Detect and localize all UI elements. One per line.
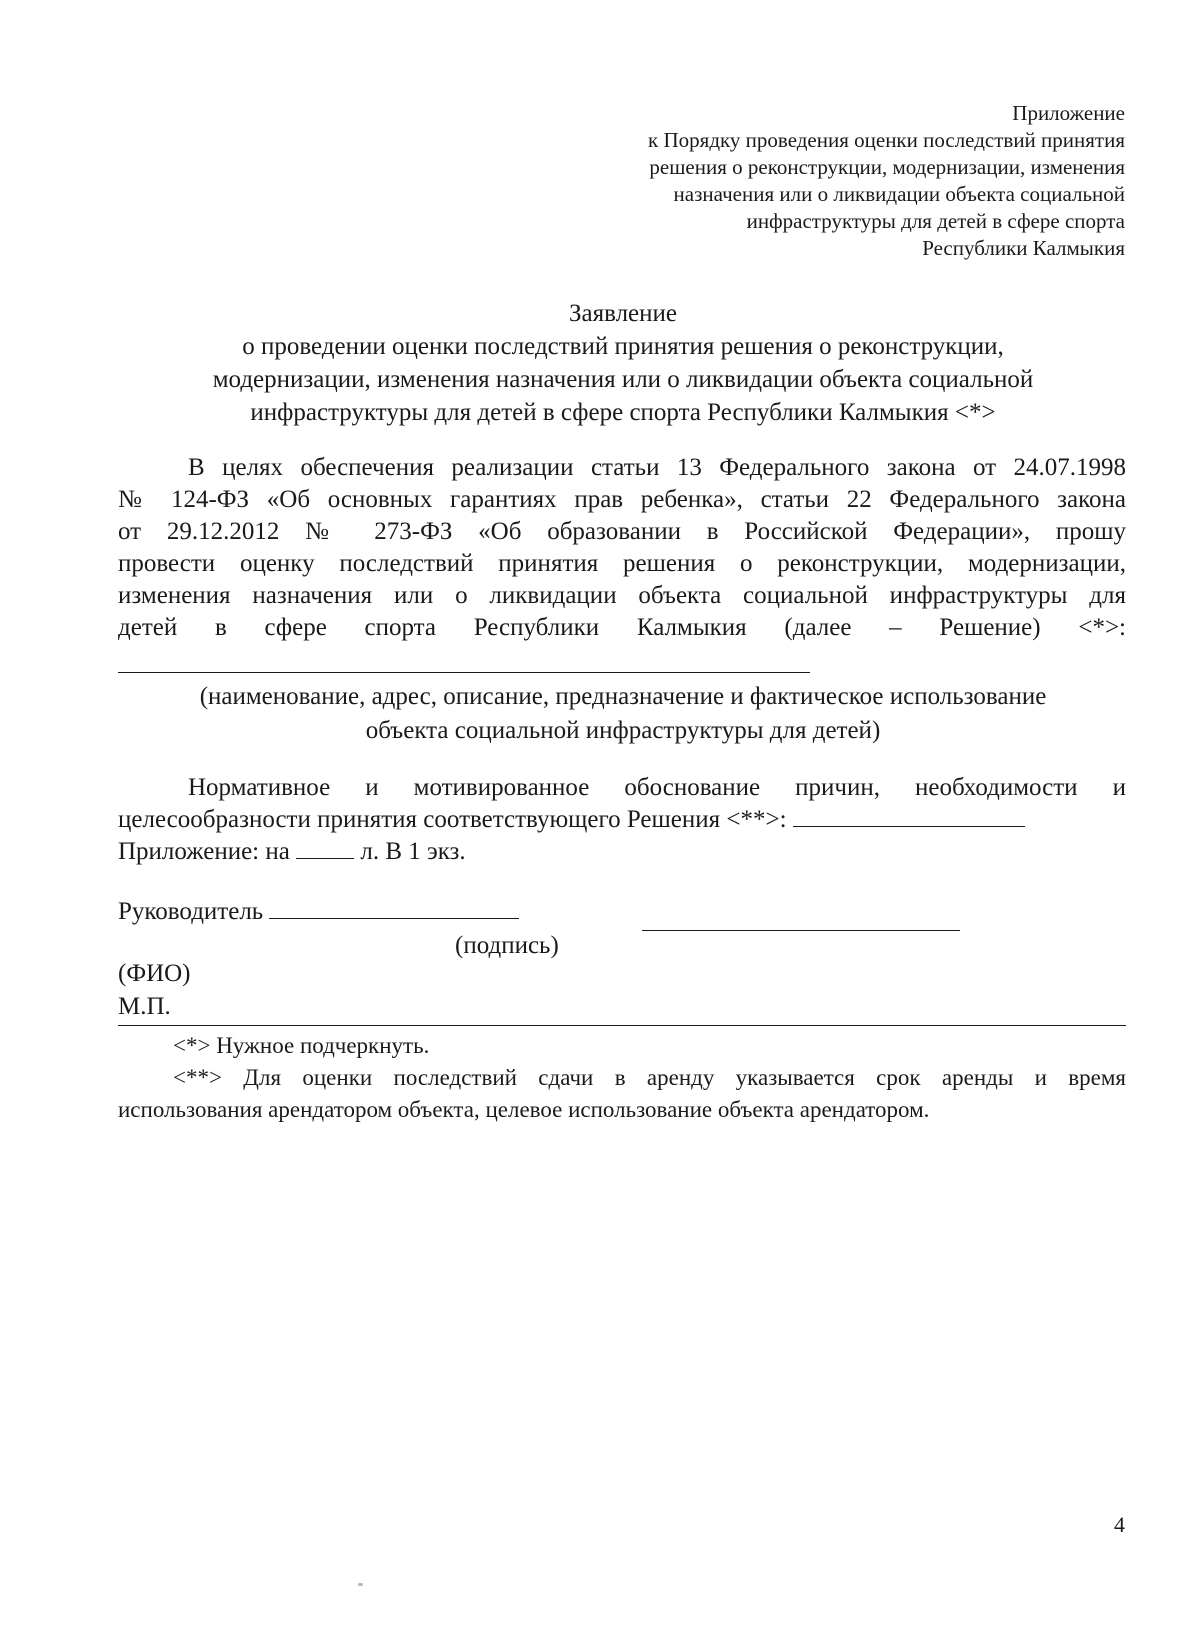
attachment-label: Приложение: на: [118, 838, 290, 865]
signature-caption: (подпись): [455, 932, 559, 959]
attachment-suffix: л. В 1 экз.: [360, 838, 466, 865]
title-line: о проведении оценки последствий принятия решения о реконструкции,: [242, 333, 1004, 360]
footnote-1: <*> Нужное подчеркнуть.: [173, 1033, 430, 1058]
paragraph-line: № 124-ФЗ «Об основных гарантиях прав ребенка», статьи 22 Федерального закона: [118, 486, 1126, 513]
request-paragraph: [118, 452, 1126, 644]
caption-line: (наименование, адрес, описание, предназначение и фактическое использование: [199, 683, 1047, 710]
attachment-line: [118, 836, 1126, 868]
appendix-line: Республики Калмыкия: [922, 236, 1125, 260]
appendix-line: инфраструктуры для детей в сфере спорта: [746, 209, 1125, 233]
signature-row: [118, 896, 519, 928]
caption-line: объекта социальной инфраструктуры для детей): [365, 717, 881, 744]
attachment-pages-field[interactable]: [296, 836, 354, 859]
footnote-divider: [118, 1025, 1126, 1026]
title-line: модернизации, изменения назначения или о ликвидации объекта социальной: [212, 366, 1034, 393]
paragraph-line: провести оценку последствий принятия решения о реконструкции, модернизации,: [118, 550, 1126, 577]
appendix-line: решения о реконструкции, модернизации, изменения: [649, 155, 1125, 179]
justification-section: [118, 772, 1126, 868]
footnote-2-line: использования арендатором объекта, целевое использование объекта арендатором.: [118, 1097, 930, 1122]
title-heading: Заявление: [568, 300, 678, 327]
object-description-field[interactable]: [118, 672, 810, 673]
appendix-line: к Порядку проведения оценки последствий принятия: [648, 128, 1125, 152]
justification-line: Нормативное и мотивированное обоснование причин, необходимости и: [188, 774, 1126, 801]
fio-caption: (ФИО): [118, 960, 191, 987]
footnote-2-line: <**> Для оценки последствий сдачи в аренду указывается срок аренды и время: [173, 1065, 1126, 1090]
footnotes: [118, 1030, 1126, 1126]
paragraph-line: от 29.12.2012 № 273-ФЗ «Об образовании в Российской Федерации», прошу: [118, 518, 1126, 545]
appendix-line: назначения или о ликвидации объекта социальной: [673, 182, 1125, 206]
scan-artifact: [358, 1583, 363, 1586]
title-line: инфраструктуры для детей в сфере спорта Республики Калмыкия <*>: [250, 399, 996, 426]
justification-line-with-field: [118, 804, 1126, 836]
document-title: [120, 297, 1126, 429]
justification-field[interactable]: [793, 804, 1025, 827]
paragraph-line: детей в сфере спорта Республики Калмыкия (далее – Решение) <*>:: [118, 614, 1126, 641]
page-number: 4: [1114, 1512, 1125, 1537]
head-label: Руководитель: [118, 898, 264, 925]
appendix-line: Приложение: [1012, 101, 1125, 125]
stamp-place-label: М.П.: [118, 993, 171, 1020]
fio-field[interactable]: [642, 930, 960, 931]
appendix-header: [648, 100, 1125, 262]
object-field-caption: [120, 680, 1126, 748]
paragraph-line: В целях обеспечения реализации статьи 13 Федерального закона от 24.07.1998: [188, 454, 1126, 481]
signature-field[interactable]: [269, 896, 519, 919]
paragraph-line: изменения назначения или о ликвидации объекта социальной инфраструктуры для: [118, 582, 1126, 609]
justification-label: целесообразности принятия соответствующего Решения <**>:: [118, 806, 787, 833]
